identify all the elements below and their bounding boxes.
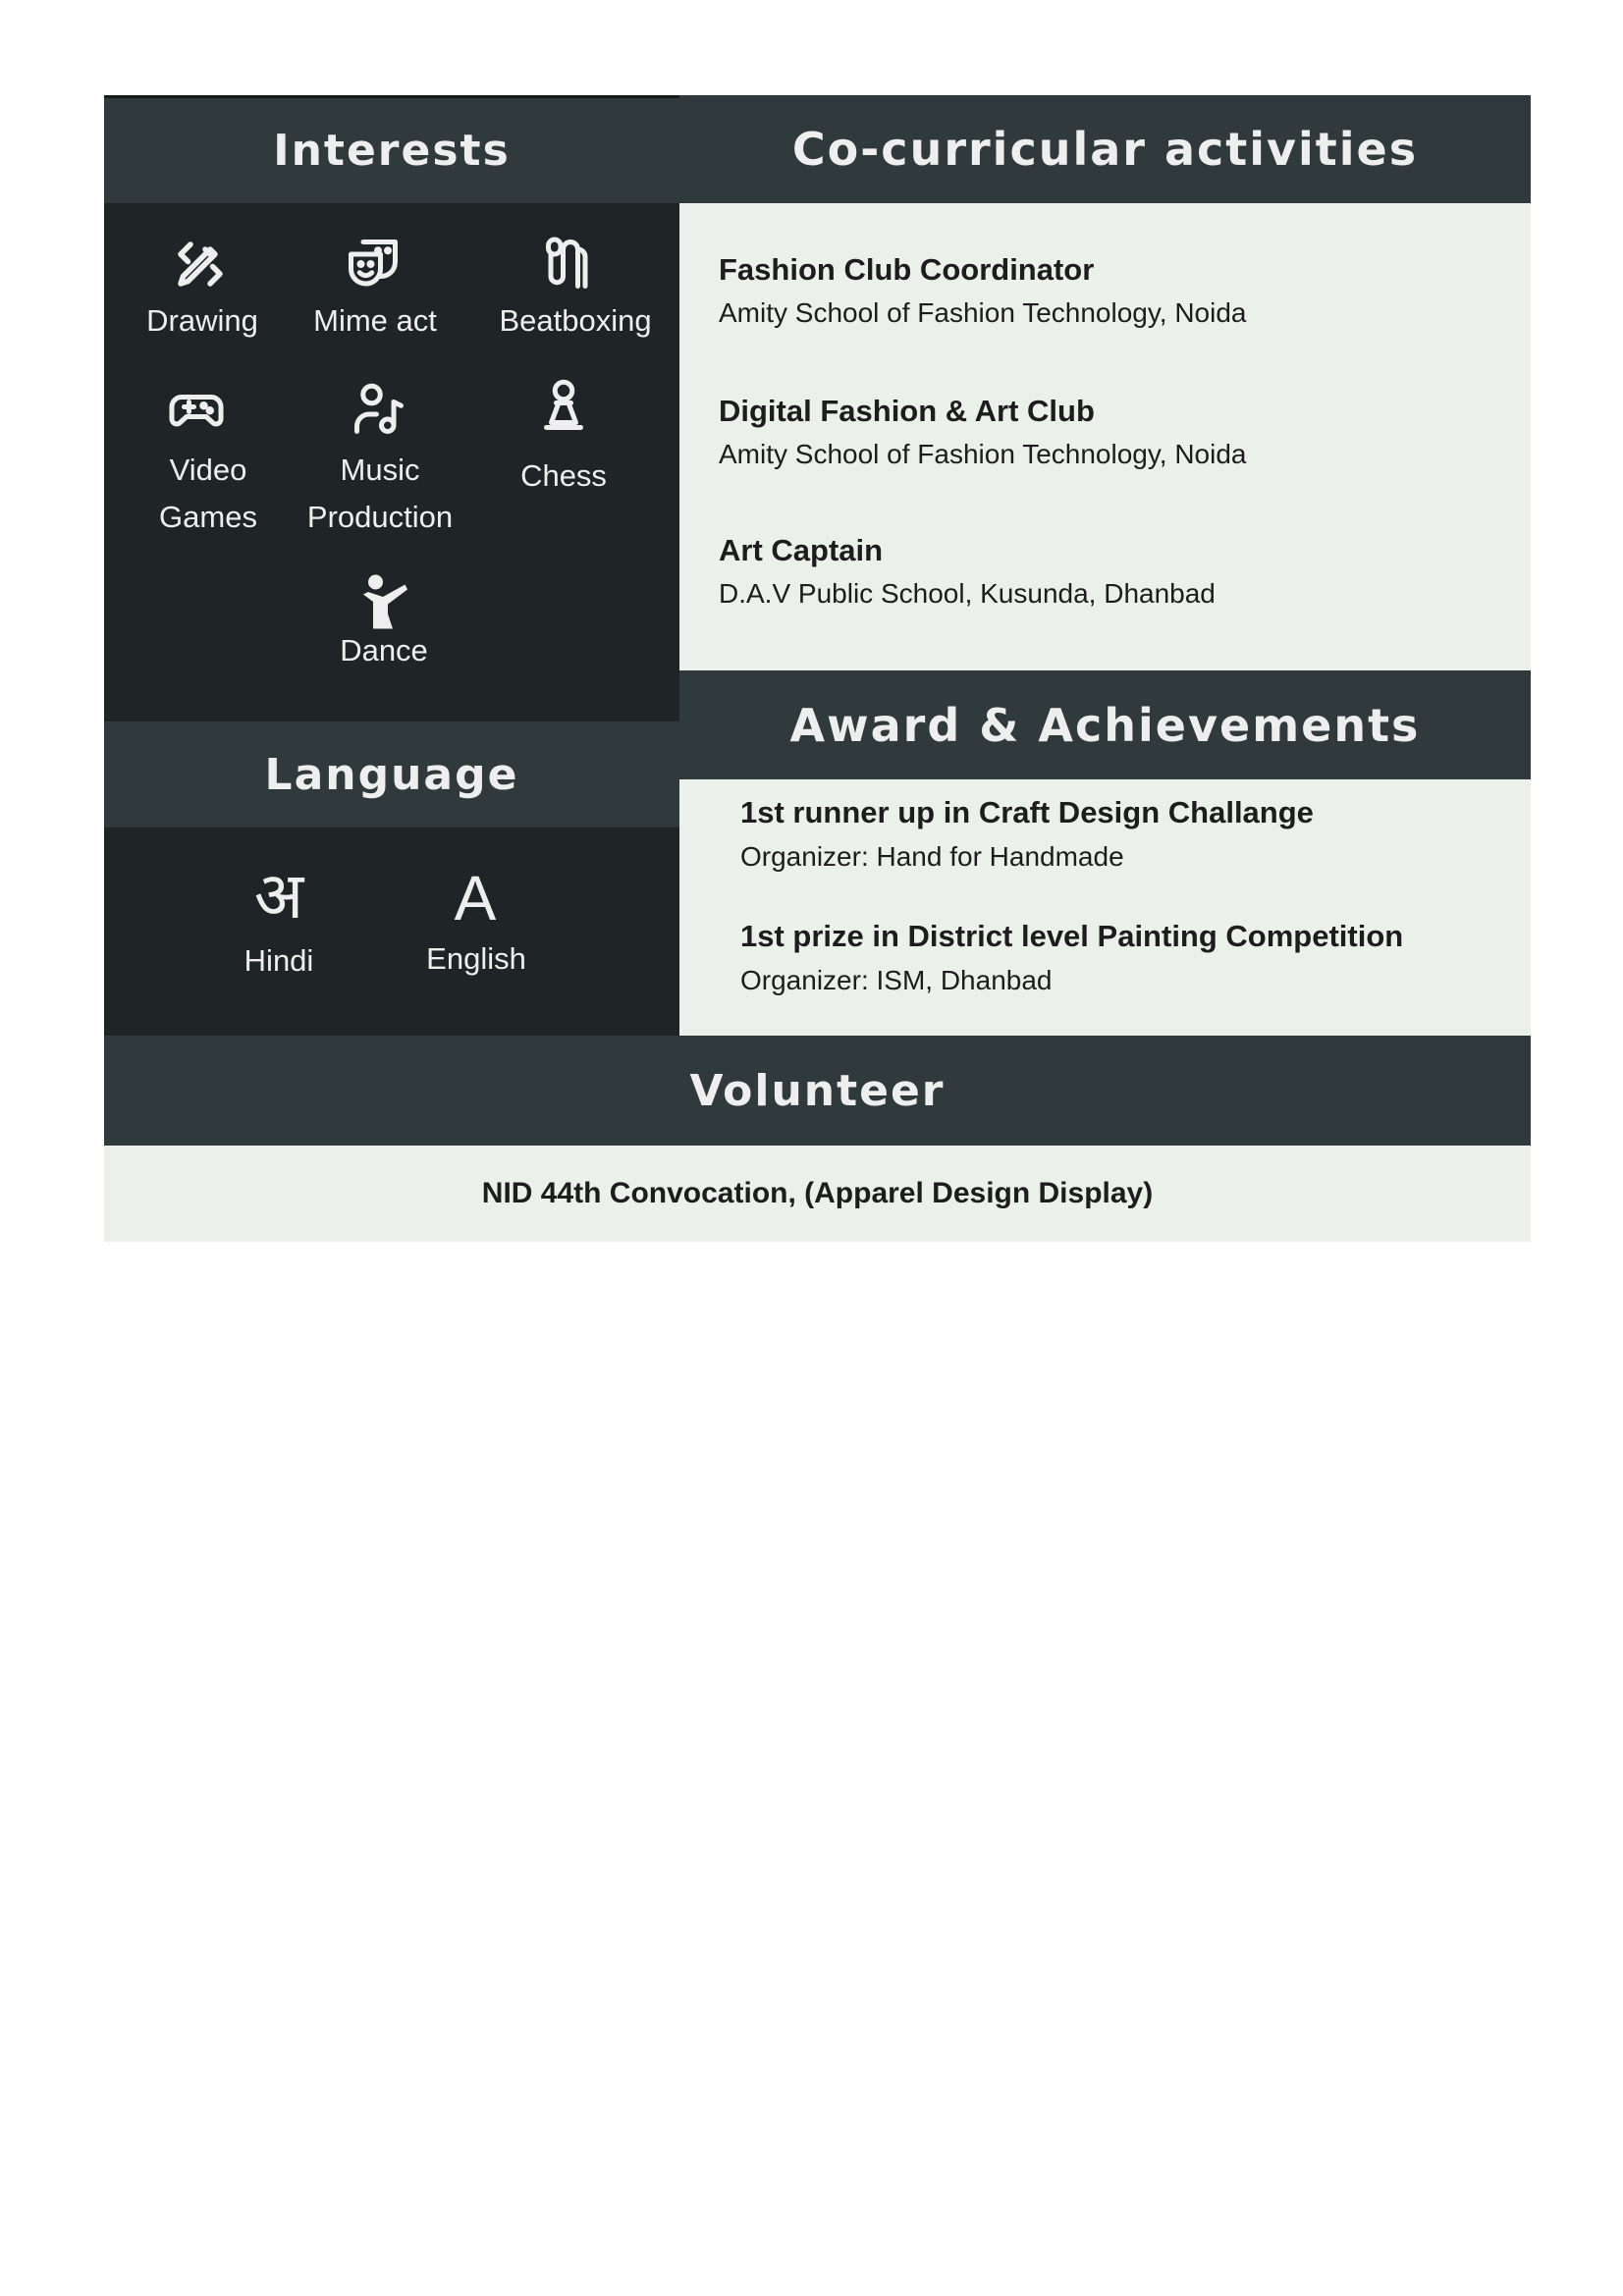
awards-heading: Award & Achievements <box>789 698 1421 752</box>
interest-label-video: Video <box>169 453 247 487</box>
language-header <box>104 721 679 828</box>
volunteer-heading: Volunteer <box>689 1065 946 1116</box>
activity-title: Digital Fashion & Art Club <box>719 394 1095 428</box>
language-label-english: English <box>426 941 526 976</box>
interests-panel <box>104 203 679 721</box>
english-glyph: A <box>454 863 497 934</box>
activity-title: Art Captain <box>719 533 884 567</box>
gamepad-icon <box>167 380 226 439</box>
hindi-glyph: अ <box>253 858 304 934</box>
award-title: 1st prize in District level Painting Competition <box>740 919 1404 953</box>
cocurricular-heading: Co-curricular activities <box>791 123 1419 176</box>
interests-header <box>104 98 679 203</box>
cocurricular-header <box>679 95 1531 203</box>
interest-label-games: Games <box>159 500 257 534</box>
awards-header <box>679 670 1531 779</box>
interest-label-video-games <box>130 447 287 541</box>
interest-label-beatboxing: Beatboxing <box>499 303 652 338</box>
theater-masks-icon <box>344 235 403 294</box>
interest-label-mime-act: Mime act <box>313 303 437 338</box>
volunteer-panel <box>104 1146 1531 1242</box>
activity-subtitle: Amity School of Fashion Technology, Noida <box>719 439 1247 469</box>
award-title: 1st runner up in Craft Design Challange <box>740 795 1314 829</box>
microphone-icon <box>536 235 595 294</box>
interests-heading: Interests <box>273 126 511 176</box>
awards-panel <box>679 779 1531 1036</box>
volunteer-header <box>104 1036 1531 1146</box>
interest-label-production: Production <box>306 500 454 534</box>
activity-subtitle: Amity School of Fashion Technology, Noida <box>719 297 1247 328</box>
award-subtitle: Organizer: ISM, Dhanbad <box>740 965 1053 995</box>
interest-label-chess: Chess <box>520 458 607 493</box>
interest-label-dance: Dance <box>340 633 428 667</box>
cocurricular-panel <box>679 203 1531 670</box>
pencil-ruler-icon <box>171 235 230 294</box>
chess-pawn-icon <box>534 376 593 435</box>
interest-label-music: Music <box>340 453 420 487</box>
interest-label-drawing: Drawing <box>146 303 258 338</box>
interest-label-music-production <box>287 447 473 541</box>
volunteer-text: NID 44th Convocation, (Apparel Design Display) <box>481 1177 1154 1209</box>
activity-subtitle: D.A.V Public School, Kusunda, Dhanbad <box>719 578 1216 609</box>
music-person-icon <box>350 380 408 439</box>
language-label-hindi: Hindi <box>243 943 314 978</box>
dance-icon <box>353 572 412 631</box>
activity-title: Fashion Club Coordinator <box>719 252 1095 287</box>
language-panel <box>104 828 679 1036</box>
resume-section <box>104 95 1531 1246</box>
award-subtitle: Organizer: Hand for Handmade <box>740 841 1124 872</box>
language-heading: Language <box>264 749 519 800</box>
